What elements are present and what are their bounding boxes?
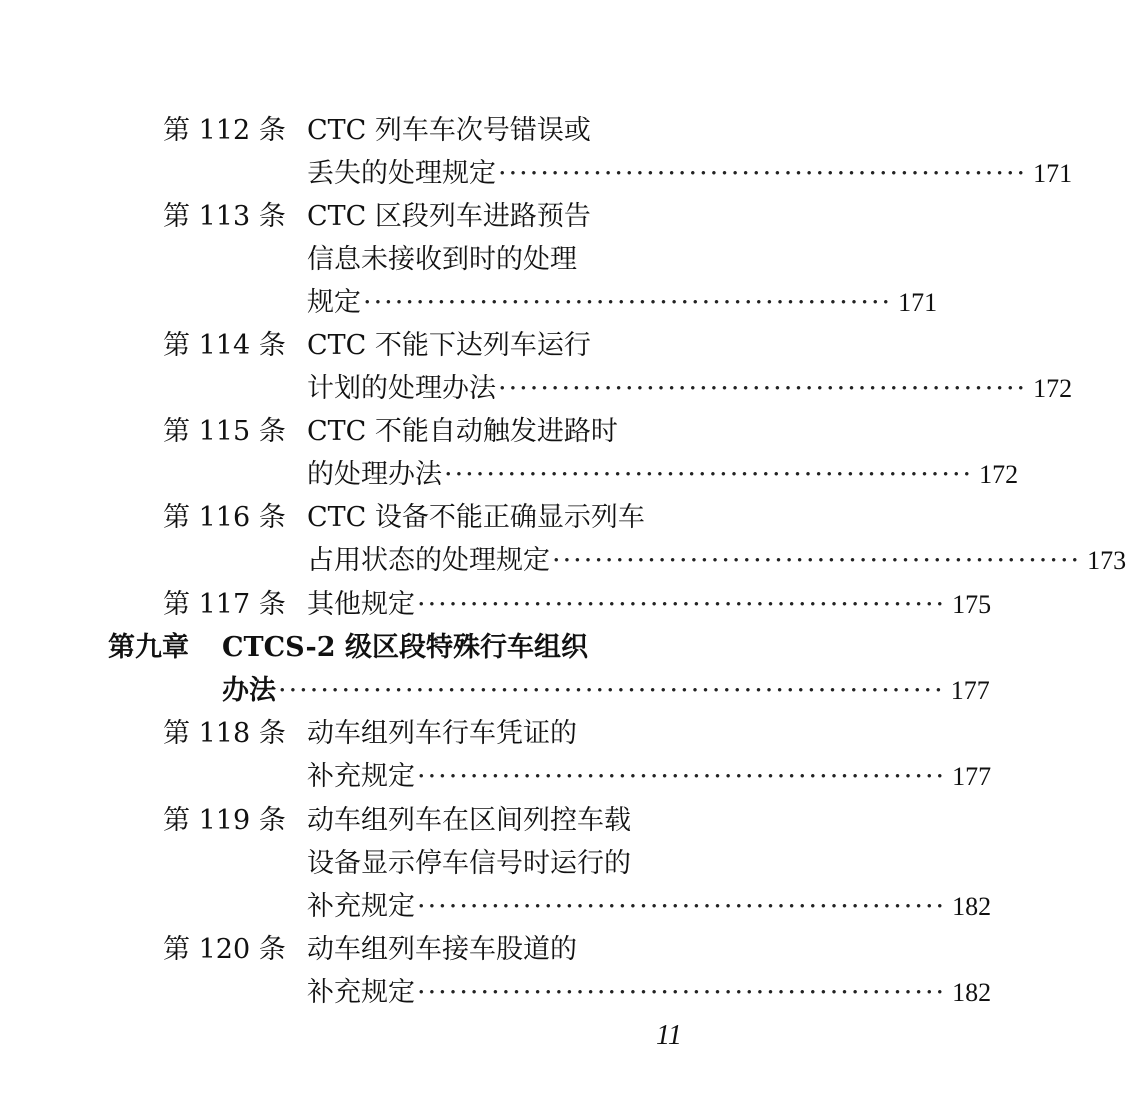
article-title-line: CTC 区段列车进路预告 (307, 201, 591, 232)
article-title-line: 其他规定 (307, 589, 415, 620)
article-title-line: 的处理办法 (307, 459, 442, 490)
chapter-title-line: 办法 (222, 675, 276, 706)
dot-leader: ·················································· (417, 891, 947, 922)
dot-leader: ·················································· (417, 589, 947, 620)
toc-entry-line[interactable] (307, 282, 938, 324)
article-title-line: 补充规定 (307, 891, 415, 922)
article-title-line: CTC 列车车次号错误或 (307, 115, 591, 146)
toc-entry-line[interactable] (307, 540, 1126, 582)
dot-leader: ·················································· (552, 545, 1082, 576)
toc-entry-line[interactable] (307, 756, 992, 798)
article-title-line: 动车组列车在区间列控车载 (307, 805, 631, 836)
toc-chapter-line[interactable] (222, 670, 990, 712)
chapter-title-line: CTCS-2 级区段特殊行车组织 (222, 632, 588, 663)
page-number: 177 (952, 762, 992, 791)
page-number: 177 (950, 676, 990, 705)
article-title-line: 占用状态的处理规定 (307, 545, 550, 576)
dot-leader: ·················································· (498, 373, 1028, 404)
article-label: 第 112 条 (163, 115, 286, 146)
page-number: 173 (1087, 546, 1126, 575)
page-number: 172 (979, 460, 1019, 489)
article-label: 第 114 条 (163, 330, 286, 361)
page-number: 182 (952, 892, 992, 921)
dot-leader: ·················································· (498, 158, 1028, 189)
article-label: 第 115 条 (163, 416, 286, 447)
article-title-line: 动车组列车行车凭证的 (307, 718, 577, 749)
toc-entry-line[interactable] (307, 368, 1073, 410)
article-label: 第 116 条 (163, 502, 286, 533)
article-title-line: 丢失的处理规定 (307, 158, 496, 189)
article-title-line: 设备显示停车信号时运行的 (307, 848, 631, 879)
page-number: 171 (1033, 159, 1073, 188)
page-number: 182 (952, 978, 992, 1007)
toc-entry-line[interactable] (307, 153, 1073, 195)
article-title-line: CTC 设备不能正确显示列车 (307, 502, 645, 533)
page-number: 171 (898, 288, 938, 317)
dot-leader: ·················································· (417, 761, 947, 792)
dot-leader: ·················································· (417, 977, 947, 1008)
article-title-line: 动车组列车接车股道的 (307, 934, 577, 965)
toc-entry-line[interactable] (307, 972, 992, 1014)
toc-entry-line[interactable] (307, 584, 992, 626)
article-label: 第 113 条 (163, 201, 286, 232)
article-title-line: 规定 (307, 287, 361, 318)
toc-entry-line[interactable] (307, 886, 992, 928)
article-title-line: 计划的处理办法 (307, 373, 496, 404)
article-title-line: 补充规定 (307, 977, 415, 1008)
article-title-line: CTC 不能自动触发进路时 (307, 416, 618, 447)
dot-leader: ·················································· (363, 287, 893, 318)
dot-leader: ······························································· (278, 675, 945, 706)
page-number: 172 (1033, 374, 1073, 403)
article-title-line: 信息未接收到时的处理 (307, 244, 577, 275)
article-title-line: CTC 不能下达列车运行 (307, 330, 591, 361)
article-title-line: 补充规定 (307, 761, 415, 792)
footer-page-number: 11 (656, 1020, 682, 1051)
toc-entry-line[interactable] (307, 454, 1019, 496)
page-number: 175 (952, 590, 992, 619)
article-label: 第 118 条 (163, 718, 286, 749)
article-label: 第 120 条 (163, 934, 286, 965)
chapter-label: 第九章 (108, 632, 189, 663)
dot-leader: ·················································· (444, 459, 974, 490)
article-label: 第 117 条 (163, 589, 286, 620)
article-label: 第 119 条 (163, 805, 286, 836)
